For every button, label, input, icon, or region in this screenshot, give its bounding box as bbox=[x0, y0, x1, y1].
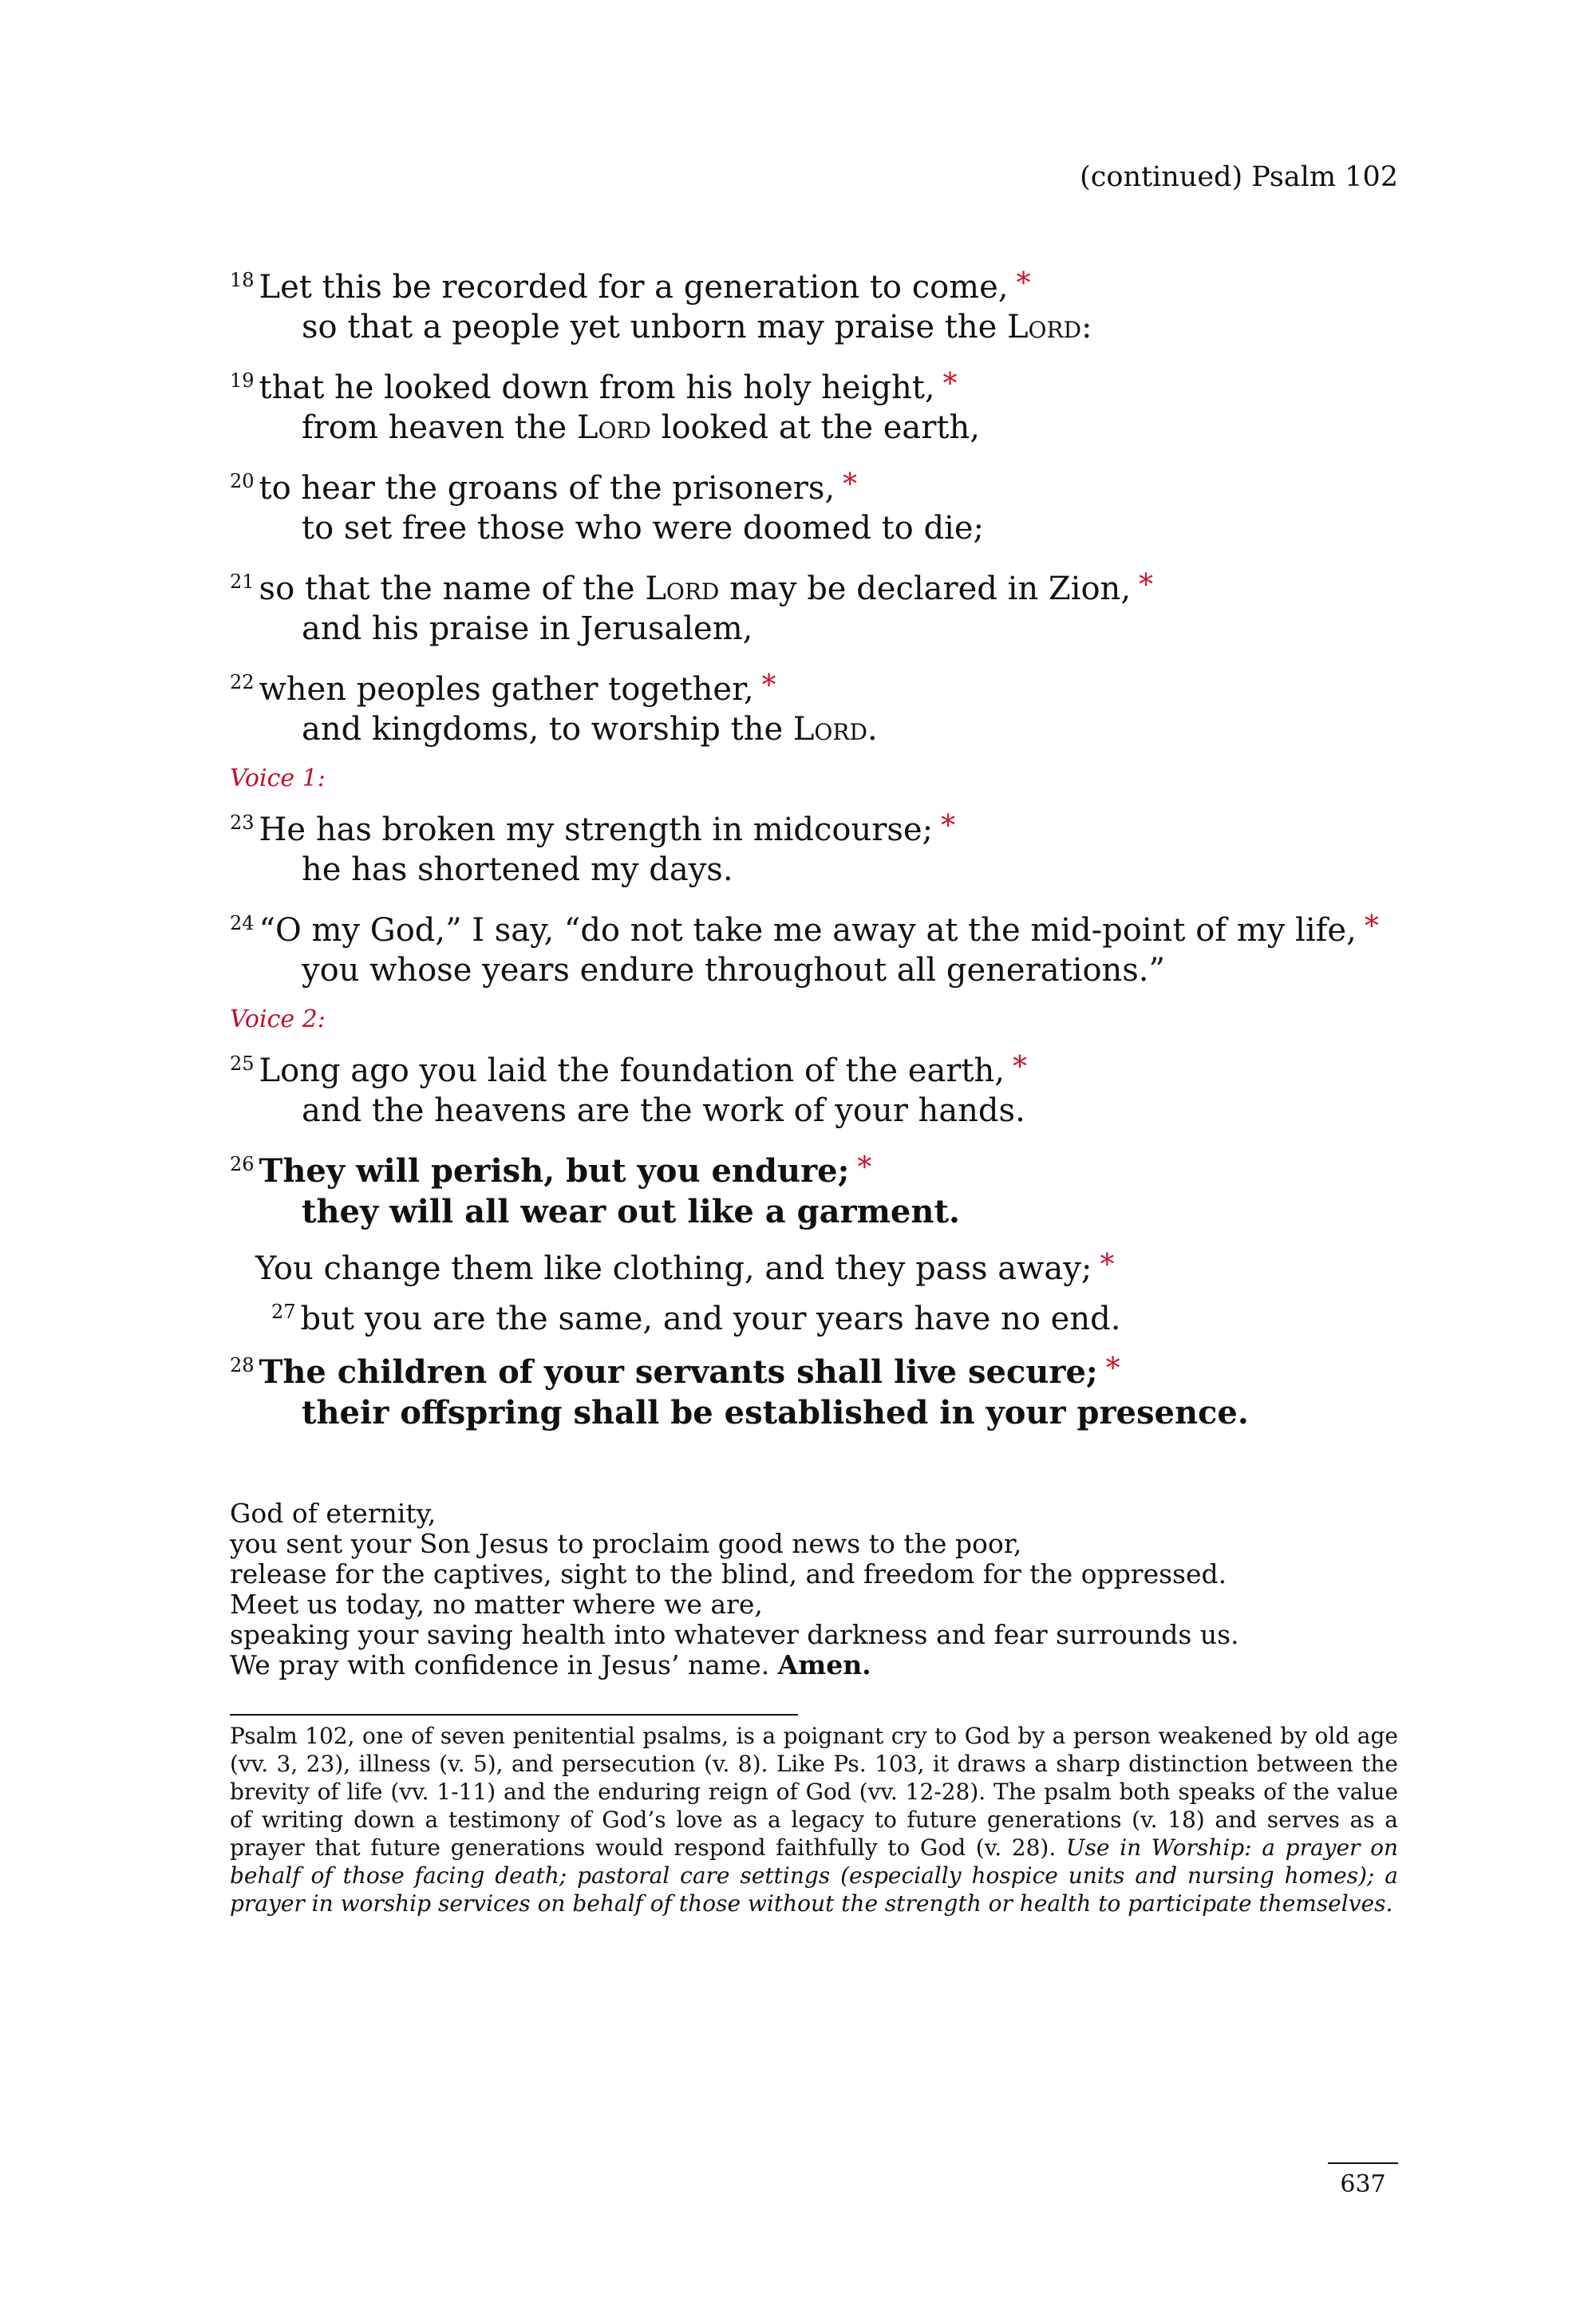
verse-text: when peoples gather together, bbox=[259, 671, 754, 708]
verse-19-line-2 bbox=[230, 405, 1427, 452]
voice-2-label: Voice 2: bbox=[230, 1005, 326, 1033]
verse-text: but you are the same, and your years have no end. bbox=[300, 1301, 1121, 1337]
verse-21-line-2 bbox=[230, 606, 1427, 653]
verse-26-line-3 bbox=[230, 1242, 1427, 1289]
amen: Amen. bbox=[777, 1649, 871, 1680]
footnote-rule bbox=[230, 1714, 798, 1716]
verse-text: so that a people yet unborn may praise the bbox=[302, 309, 1007, 346]
verse-28-line-2 bbox=[230, 1389, 1427, 1436]
closing-prayer bbox=[230, 1499, 1427, 1680]
asterisk-mark: * bbox=[941, 810, 956, 843]
prayer-line: Meet us today, no matter where we are, bbox=[230, 1589, 763, 1620]
verse-text: so that the name of the bbox=[259, 571, 646, 607]
verse-19-line-1 bbox=[230, 357, 1427, 405]
verse-text: to hear the groans of the prisoners, bbox=[259, 470, 836, 507]
verse-22-line-1 bbox=[230, 659, 1427, 706]
verse-text: and the heavens are the work of your hands. bbox=[302, 1092, 1025, 1129]
verse-number: 26 bbox=[230, 1153, 255, 1175]
asterisk-mark: * bbox=[1016, 267, 1031, 300]
verse-number: 28 bbox=[230, 1354, 255, 1376]
verse-number: 25 bbox=[230, 1052, 255, 1075]
verse-20-line-1 bbox=[230, 458, 1427, 505]
prayer-line bbox=[230, 1650, 1427, 1680]
verse-18-line-2 bbox=[230, 304, 1427, 351]
verse-20-line-2 bbox=[230, 505, 1427, 552]
page-number: 637 bbox=[1340, 2170, 1386, 2198]
prayer-text: We pray with confidence in Jesus’ name. bbox=[230, 1649, 778, 1680]
verse-25-line-1 bbox=[230, 1041, 1427, 1088]
prayer-line: God of eternity, bbox=[230, 1498, 437, 1529]
asterisk-mark: * bbox=[1012, 1051, 1027, 1084]
verse-text: . bbox=[867, 711, 878, 748]
verse-text: Long ago you laid the foundation of the earth, bbox=[259, 1052, 1005, 1089]
footnote-use-in-worship: Use in Worship: a prayer on behalf of those facing death; pastoral care settings (especially hospice units and nursing homes); a prayer in worship services on behalf of those without the strength or health to participate themselves. bbox=[230, 1834, 1398, 1917]
prayer-line: release for the captives, sight to the blind, and freedom for the oppressed. bbox=[230, 1558, 1227, 1589]
verse-text: He has broken my strength in midcourse; bbox=[259, 811, 934, 848]
verse-number: 22 bbox=[230, 671, 255, 693]
asterisk-mark: * bbox=[857, 1151, 872, 1184]
verse-text: from heaven the bbox=[302, 409, 577, 446]
running-head: (continued) Psalm 102 bbox=[1080, 161, 1398, 193]
verse-number: 23 bbox=[230, 811, 255, 834]
verse-number: 18 bbox=[230, 269, 255, 291]
verse-text: you whose years endure throughout all generations.” bbox=[302, 952, 1165, 989]
verse-number: 27 bbox=[271, 1301, 296, 1323]
verse-24-line-1 bbox=[230, 900, 1427, 947]
verse-25-line-2 bbox=[230, 1088, 1427, 1135]
verse-23-line-1 bbox=[230, 800, 1427, 847]
asterisk-mark: * bbox=[1364, 910, 1379, 943]
verse-text: looked at the earth, bbox=[650, 409, 980, 446]
footnote bbox=[230, 1722, 1398, 1917]
verse-27-line-1 bbox=[230, 1289, 1427, 1336]
verse-text: to set free those who were doomed to die; bbox=[302, 510, 984, 547]
verse-23-line-2 bbox=[230, 847, 1427, 894]
asterisk-mark: * bbox=[942, 368, 958, 401]
asterisk-mark: * bbox=[1105, 1352, 1120, 1385]
verse-text: The children of your servants shall live secure; bbox=[259, 1353, 1098, 1391]
verse-26-line-2 bbox=[230, 1188, 1427, 1235]
lord-smallcaps: Lord bbox=[645, 571, 720, 607]
verse-26-line-1 bbox=[230, 1141, 1427, 1188]
verse-text: You change them like clothing, and they pass away; bbox=[255, 1250, 1092, 1287]
footnote-text: Psalm 102, one of seven penitential psalms, is a poignant cry to God by a person weakened by old age (vv. 3, 23), illness (v. 5), and persecution (v. 8). Like Ps. 103, it draws a sharp distinction between the brevity of life (vv. 1-11) and the enduring reign of God (vv. 12-28). The psalm both speaks of the value of writing down a testimony of God’s love as a legacy to future generations (v. 18) and serves as a prayer that future generations would respond faithfully to God (v. 28). bbox=[230, 1723, 1398, 1861]
verse-24-line-2 bbox=[230, 947, 1427, 994]
verse-text: They will perish, but you endure; bbox=[259, 1152, 850, 1190]
lord-smallcaps: Lord bbox=[792, 711, 867, 748]
asterisk-mark: * bbox=[843, 468, 858, 501]
asterisk-mark: * bbox=[761, 669, 776, 702]
verse-text: “O my God,” I say, “do not take me away at the mid-point of my life, bbox=[259, 912, 1357, 949]
verse-text: that he looked down from his holy height, bbox=[259, 369, 935, 406]
verse-text: : bbox=[1081, 309, 1092, 346]
verse-number: 19 bbox=[230, 369, 255, 392]
verse-18-line-1 bbox=[230, 257, 1427, 304]
prayer-line: you sent your Son Jesus to proclaim good news to the poor, bbox=[230, 1528, 1022, 1559]
asterisk-mark: * bbox=[1100, 1249, 1115, 1281]
voice-1-label: Voice 1: bbox=[230, 764, 326, 792]
verse-text: Let this be recorded for a generation to come, bbox=[259, 269, 1009, 306]
verse-number: 24 bbox=[230, 912, 255, 934]
verse-text: he has shortened my days. bbox=[302, 851, 733, 888]
asterisk-mark: * bbox=[1139, 569, 1154, 602]
psalm-text bbox=[230, 257, 1427, 1436]
verse-number: 20 bbox=[230, 470, 255, 492]
lord-smallcaps: Lord bbox=[576, 409, 651, 446]
lord-smallcaps: Lord bbox=[1006, 309, 1082, 346]
prayer-line: speaking your saving health into whatever darkness and fear surrounds us. bbox=[230, 1619, 1239, 1650]
verse-21-line-1 bbox=[230, 559, 1427, 606]
verse-text: may be declared in Zion, bbox=[719, 571, 1132, 607]
verse-text: they will all wear out like a garment. bbox=[302, 1193, 960, 1230]
page-number-rule bbox=[1328, 2162, 1398, 2164]
verse-28-line-1 bbox=[230, 1342, 1427, 1389]
verse-22-line-2 bbox=[230, 706, 1427, 753]
verse-text: and his praise in Jerusalem, bbox=[302, 610, 753, 647]
verse-text: their offspring shall be established in your presence. bbox=[302, 1394, 1249, 1431]
verse-text: and kingdoms, to worship the bbox=[302, 711, 793, 748]
verse-number: 21 bbox=[230, 571, 255, 593]
